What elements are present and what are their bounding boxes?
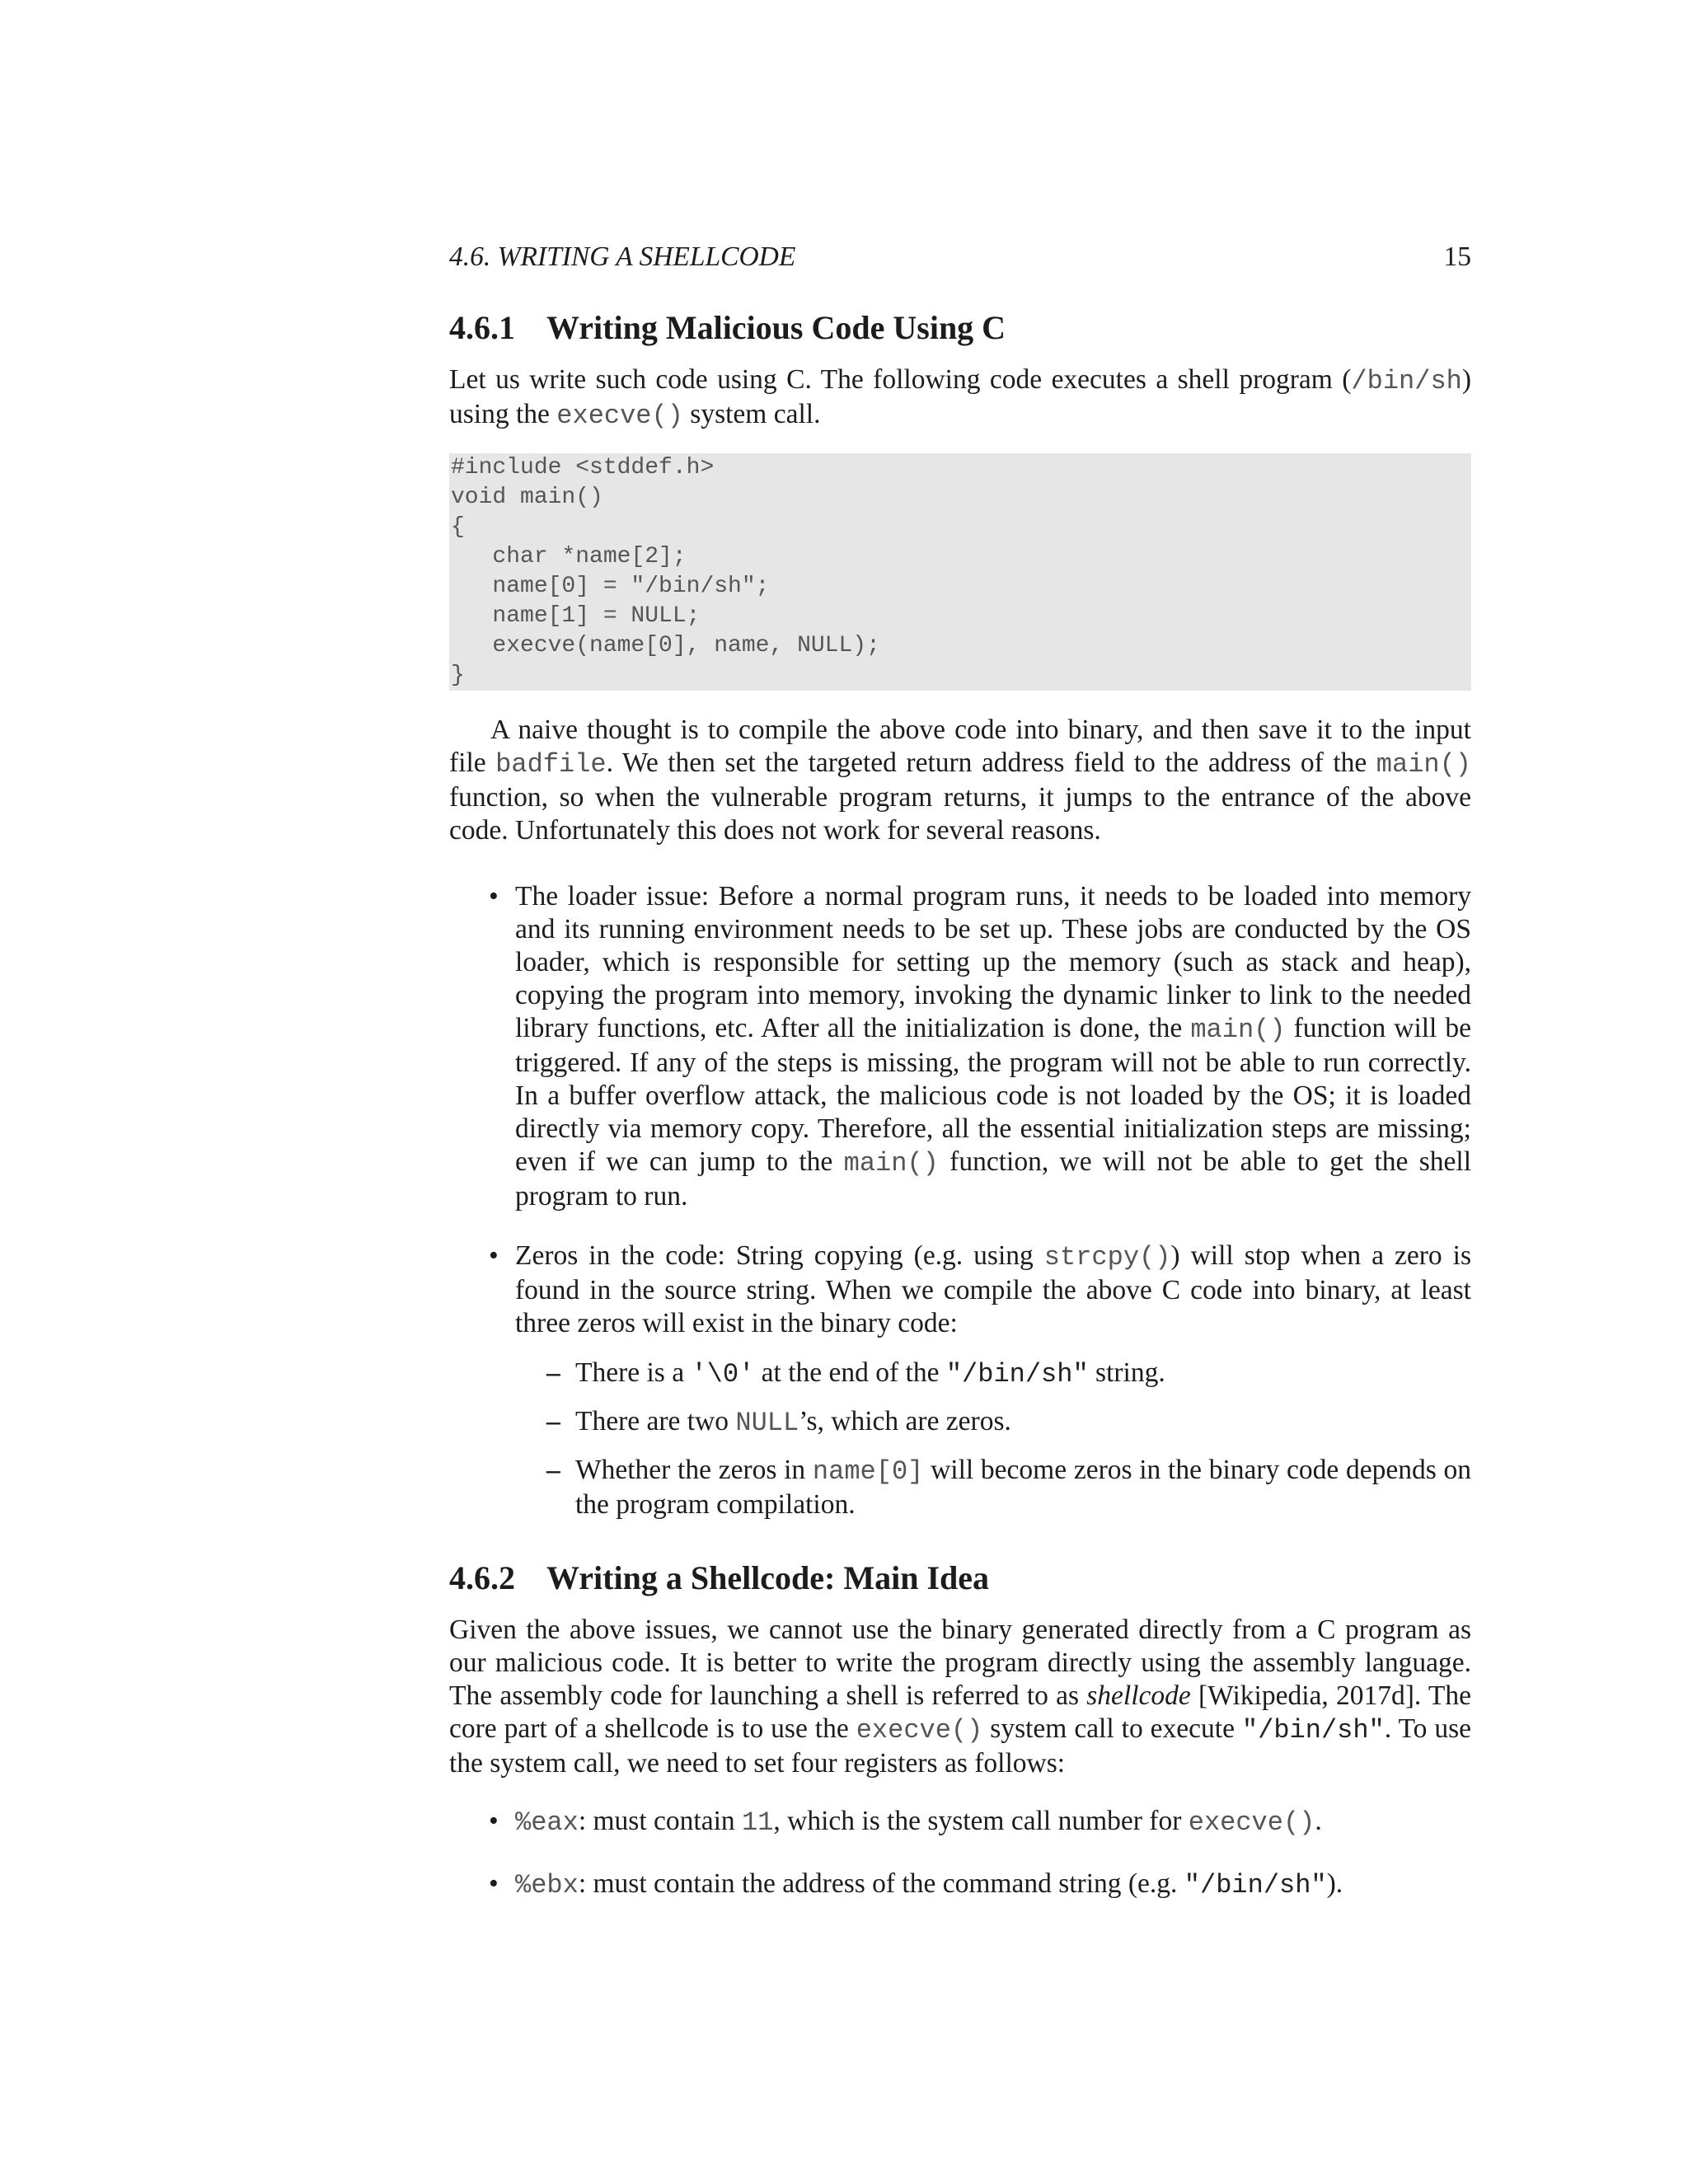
text-run: ). [1326,1868,1343,1899]
emphasis-text: shellcode [1086,1680,1191,1711]
code-line: void main() [451,485,603,510]
text-run: There are two [575,1406,736,1436]
inline-code: main() [843,1148,939,1179]
running-head-section: 4.6. WRITING A SHELLCODE [449,241,796,272]
code-line: } [451,663,465,688]
register-item-eax [515,1805,1471,1840]
text-run: at the end of the [754,1357,946,1388]
inline-code: "/bin/sh" [1184,1870,1327,1900]
section-heading-4-6-1 [449,309,1471,347]
inline-code: badfile [495,749,607,780]
text-run: ’s, which are zeros. [799,1406,1011,1436]
text-run: Whether the zeros in [575,1455,813,1485]
inline-code: "/bin/sh" [1241,1715,1385,1746]
body-paragraph [449,1614,1471,1780]
text-run: ) using the [449,364,1471,429]
intro-paragraph [449,363,1471,433]
inline-code: 11 [742,1807,774,1838]
text-run: . We then set the targeted return address field to the address of the [606,748,1376,778]
text-run: There is a [575,1357,692,1388]
text-run: : must contain [578,1806,742,1836]
inline-code: execve() [1188,1807,1315,1838]
section-title: Writing a Shellcode: Main Idea [546,1559,990,1596]
inline-code: main() [1376,749,1471,780]
section-number: 4.6.1 [449,309,515,346]
text-run: . To use the system call, we need to set four registers as follows: [449,1713,1471,1779]
code-block [449,453,1471,691]
text-run: function, so when the vulnerable program returns, it jumps to the entrance of the above code. Unfortunately this does not work for several reasons. [449,782,1471,846]
text-run: ) will stop when a zero is found in the source string. When we compile the above C code into binary, at least three zeros will exist in the binary code: [515,1240,1471,1338]
text-run: function will be triggered. If any of the steps is missing, the program will not be able to run correctly. In a buffer overflow attack, the malicious code is not loaded by the OS; it is loaded directly via memory copy. Therefore, all the essential initialization steps are missing; even if we can jump to the [515,1013,1472,1177]
text-run: system call. [682,399,821,429]
text-run: string. [1088,1357,1165,1388]
text-run: The loader issue: Before a normal program runs, it needs to be loaded into memory and its running environment needs to be set up. These jobs are conducted by the OS loader, which is responsible for setting up the memory (such as stack and heap), copying the program into memory, invoking the dynamic linker to link to the needed library functions, etc. After all the initialization is done, the [515,881,1471,1043]
text-run: Zeros in the code: String copying (e.g. using [515,1240,1044,1271]
bullet-item-zeros [515,1240,1471,1521]
register-list [449,1805,1471,1902]
section-number: 4.6.2 [449,1559,515,1596]
section-title: Writing Malicious Code Using C [546,309,1006,346]
sub-item [575,1405,1471,1440]
code-line: name[0] = "/bin/sh"; [451,574,770,599]
text-run: Given the above issues, we cannot use the binary generated directly from a C program as our malicious code. It is better to write the program directly using the assembly language. The assembly code for launching a shell is referred to as [449,1615,1471,1711]
inline-code: /bin/sh [1351,366,1462,396]
inline-code: '\0' [691,1359,755,1390]
text-run: : must contain the address of the command string (e.g. [578,1868,1184,1899]
code-line: #include <stddef.h> [451,455,715,480]
text-run: system call to execute [982,1713,1242,1744]
text-run: A naive thought is to compile the above code into binary, and then save it to the input file [449,715,1471,778]
code-line: name[1] = NULL; [451,603,701,629]
text-run: function, we will not be able to get the shell program to run. [515,1146,1471,1212]
text-run: [Wikipedia, 2017d]. The core part of a shellcode is to use the [449,1680,1471,1744]
body-paragraph [449,714,1471,847]
section-heading-4-6-2 [449,1559,1471,1597]
bullet-list [449,880,1471,1521]
text-run: , which is the system call number for [773,1806,1189,1836]
register-item-ebx [515,1868,1471,1902]
inline-code: execve() [856,1715,983,1746]
inline-code: name[0] [812,1456,924,1487]
code-line: char *name[2]; [451,544,687,569]
sub-item [575,1357,1471,1391]
text-run: Let us write such code using C. The following code executes a shell program ( [449,364,1352,395]
register-name: %ebx [515,1870,579,1900]
inline-code: NULL [735,1408,799,1438]
register-name: %eax [515,1807,579,1838]
sub-item [575,1454,1471,1521]
bullet-item-loader-issue [515,880,1471,1213]
inline-code: main() [1190,1015,1286,1045]
inline-code: "/bin/sh" [945,1359,1089,1390]
page-number: 15 [1443,241,1471,272]
text-run: will become zeros in the binary code depends on the program compilation. [575,1455,1471,1520]
page-content [449,241,1471,1902]
sub-list [515,1357,1471,1521]
inline-code: execve() [556,401,683,431]
inline-code: strcpy() [1043,1242,1171,1272]
running-head [449,241,1471,274]
code-line: { [451,514,465,540]
code-line: execve(name[0], name, NULL); [451,633,880,658]
text-run: . [1315,1806,1322,1836]
